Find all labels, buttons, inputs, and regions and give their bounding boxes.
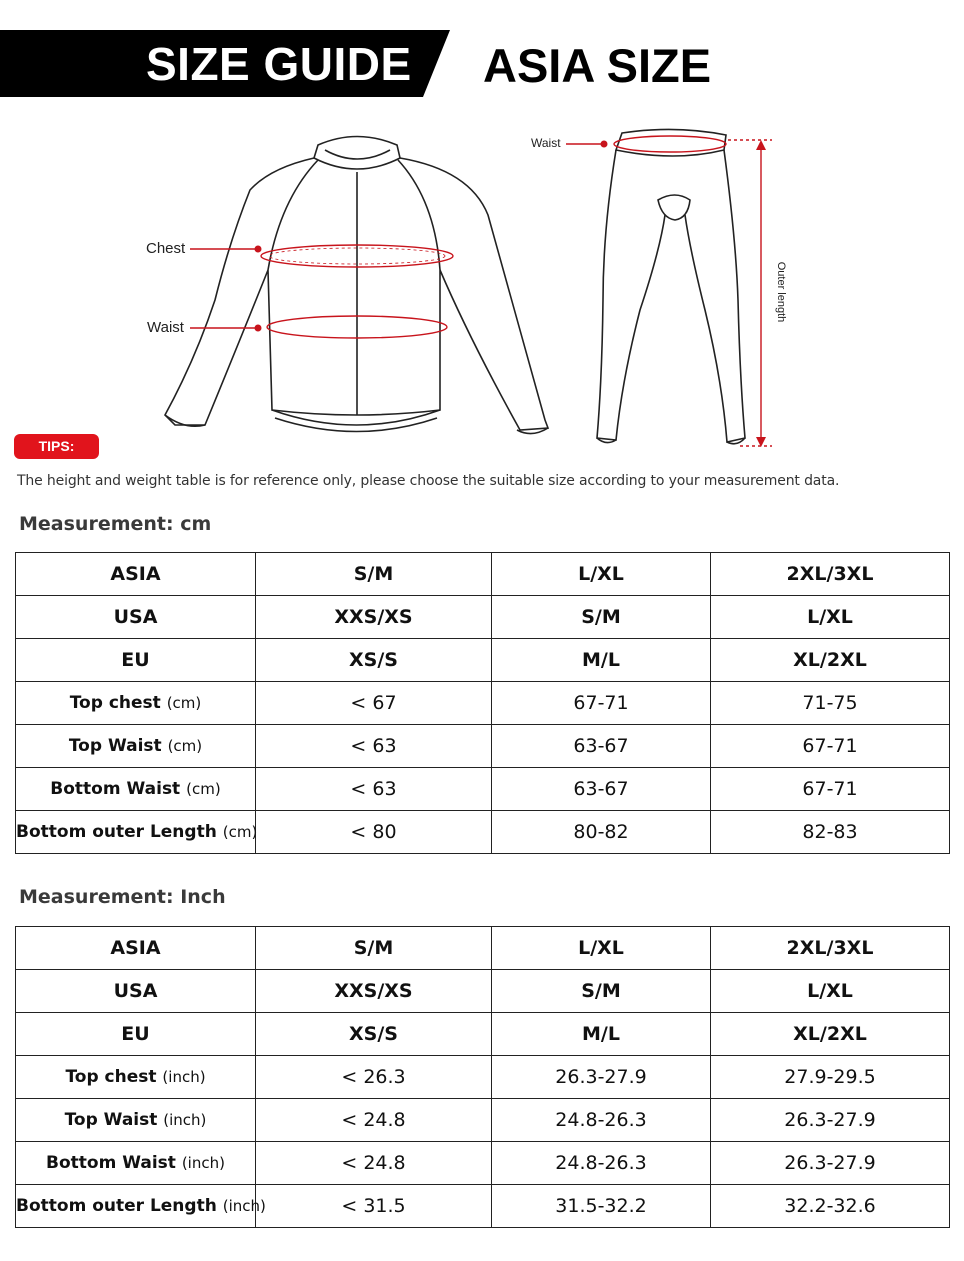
table-row: [16, 1142, 950, 1185]
row-label: [16, 553, 256, 596]
table-cell: 32.2-32.6: [711, 1185, 950, 1228]
table-cell: S/M: [256, 553, 492, 596]
measurement-markers: [190, 136, 772, 446]
table-row: [16, 1056, 950, 1099]
table-cell: S/M: [492, 596, 711, 639]
table-cell: 26.3-27.9: [492, 1056, 711, 1099]
row-label: [16, 1185, 266, 1228]
table-cell: 63-67: [492, 725, 711, 768]
asia-size-title: ASIA SIZE: [483, 39, 712, 92]
table-row: [16, 553, 950, 596]
table-cell: 27.9-29.5: [711, 1056, 950, 1099]
cm-section-title: Measurement: cm: [19, 513, 212, 535]
row-unit: (cm): [222, 823, 258, 841]
jersey-drawing: [165, 137, 548, 434]
chest-label: Chest: [146, 240, 186, 257]
table-cell: < 31.5: [256, 1185, 492, 1228]
table-cell: < 24.8: [256, 1142, 492, 1185]
row-label-text: Bottom Waist: [50, 779, 181, 799]
tips-badge: TIPS:: [14, 434, 99, 459]
table-cell: L/XL: [492, 927, 711, 970]
row-label: [16, 725, 256, 768]
garment-illustration: [0, 120, 964, 460]
row-unit: (cm): [166, 694, 202, 712]
table-row: [16, 811, 950, 854]
row-label: [16, 927, 256, 970]
table-cell: L/XL: [492, 553, 711, 596]
table-cell: 26.3-27.9: [711, 1099, 950, 1142]
row-label-text: USA: [113, 606, 158, 628]
row-label-text: Bottom outer Length: [16, 1196, 217, 1216]
table-row: [16, 768, 950, 811]
table-cell: 67-71: [711, 768, 950, 811]
waist-label: Waist: [147, 319, 184, 336]
size-guide-title: SIZE GUIDE: [146, 38, 412, 90]
pants-drawing: [597, 129, 745, 443]
table-cell: 63-67: [492, 768, 711, 811]
table-cell: XXS/XS: [256, 970, 492, 1013]
table-cell: XS/S: [256, 639, 492, 682]
row-label: [16, 639, 256, 682]
row-label-text: Top chest: [65, 1067, 157, 1087]
table-cell: XL/2XL: [711, 1013, 950, 1056]
table-row: [16, 927, 950, 970]
table-cell: 2XL/3XL: [711, 553, 950, 596]
table-cell: 67-71: [492, 682, 711, 725]
table-row: [16, 1185, 950, 1228]
table-row: [16, 725, 950, 768]
table-cell: < 63: [256, 768, 492, 811]
table-cell: < 80: [256, 811, 492, 854]
table-cell: XS/S: [256, 1013, 492, 1056]
row-label-text: USA: [113, 980, 158, 1002]
row-label: [16, 768, 256, 811]
cm-size-table: [15, 552, 950, 854]
table-cell: M/L: [492, 1013, 711, 1056]
table-cell: 71-75: [711, 682, 950, 725]
inch-section-title: Measurement: Inch: [19, 886, 226, 908]
table-cell: 82-83: [711, 811, 950, 854]
row-label: [16, 1013, 256, 1056]
row-label: [16, 1056, 256, 1099]
table-cell: XXS/XS: [256, 596, 492, 639]
row-label: [16, 1099, 256, 1142]
table-row: [16, 1013, 950, 1056]
table-row: [16, 596, 950, 639]
row-label-text: ASIA: [110, 937, 161, 959]
row-unit: (inch): [163, 1111, 207, 1129]
table-cell: 24.8-26.3: [492, 1099, 711, 1142]
row-label: [16, 970, 256, 1013]
row-unit: (inch): [222, 1197, 266, 1215]
row-label: [16, 1142, 256, 1185]
table-cell: < 63: [256, 725, 492, 768]
table-cell: < 24.8: [256, 1099, 492, 1142]
table-cell: 26.3-27.9: [711, 1142, 950, 1185]
row-unit: (cm): [186, 780, 221, 798]
table-cell: 2XL/3XL: [711, 927, 950, 970]
table-cell: L/XL: [711, 596, 950, 639]
table-cell: 31.5-32.2: [492, 1185, 711, 1228]
table-row: [16, 970, 950, 1013]
table-row: [16, 682, 950, 725]
row-label: [16, 682, 256, 725]
table-cell: 67-71: [711, 725, 950, 768]
outer-length-label: Outer length: [775, 261, 787, 323]
row-label-text: Top Waist: [68, 736, 162, 756]
row-label-text: Top Waist: [64, 1110, 158, 1130]
row-label-text: EU: [121, 1023, 150, 1045]
row-label-text: EU: [121, 649, 150, 671]
row-unit: (inch): [162, 1068, 206, 1086]
row-label: [16, 596, 256, 639]
row-label: [16, 811, 256, 854]
table-cell: S/M: [492, 970, 711, 1013]
table-cell: S/M: [256, 927, 492, 970]
row-label-text: Bottom Waist: [46, 1153, 176, 1173]
row-unit: (inch): [181, 1154, 225, 1172]
table-cell: < 67: [256, 682, 492, 725]
table-cell: 80-82: [492, 811, 711, 854]
row-label-text: Top chest: [69, 693, 161, 713]
table-cell: L/XL: [711, 970, 950, 1013]
row-label-text: Bottom outer Length: [16, 822, 217, 842]
table-cell: < 26.3: [256, 1056, 492, 1099]
table-row: [16, 1099, 950, 1142]
row-unit: (cm): [167, 737, 203, 755]
table-cell: 24.8-26.3: [492, 1142, 711, 1185]
row-label-text: ASIA: [110, 563, 161, 585]
pants-waist-label: Waist: [531, 136, 561, 150]
tips-text: The height and weight table is for reference only, please choose the suitable size according to your measurement data.: [17, 473, 840, 489]
inch-size-table: [15, 926, 950, 1228]
table-row: [16, 639, 950, 682]
table-cell: XL/2XL: [711, 639, 950, 682]
table-cell: M/L: [492, 639, 711, 682]
